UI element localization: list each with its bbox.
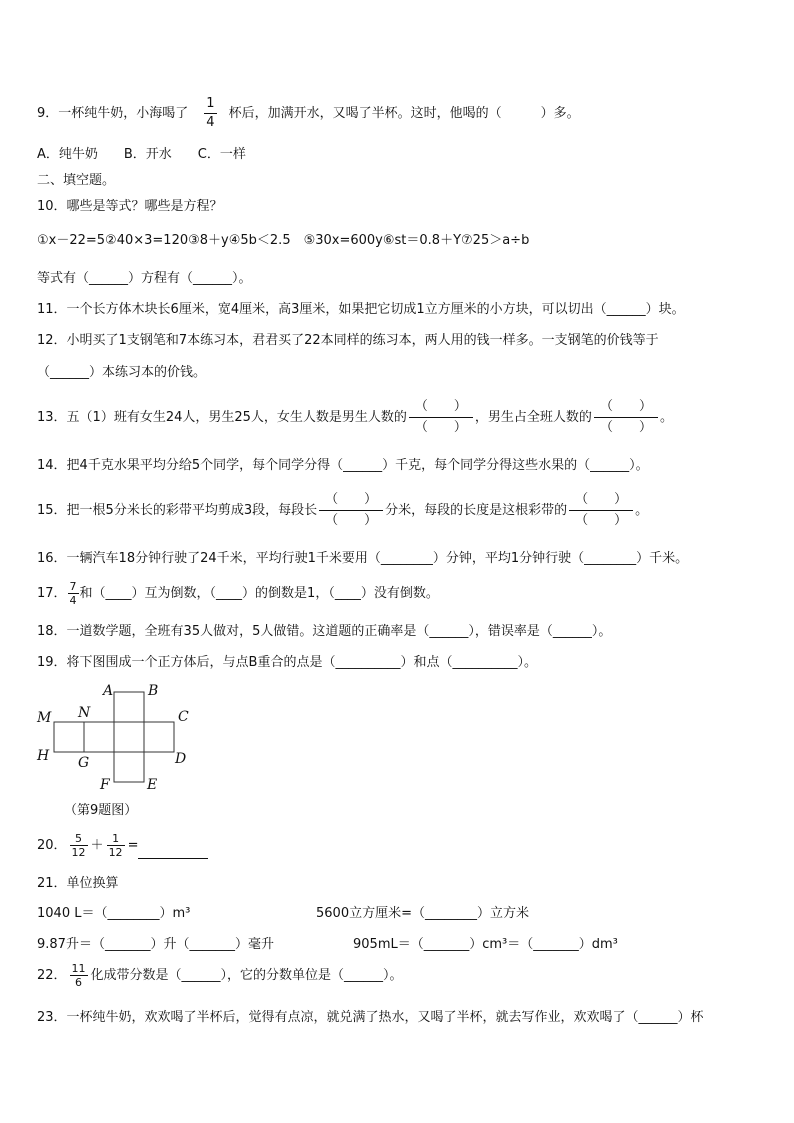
q20-label: 20． <box>37 838 67 853</box>
question-15 <box>37 490 648 531</box>
point-E: E <box>147 777 158 792</box>
question-9 <box>37 95 580 132</box>
q21-item-b: 5600立方厘米=（________）立方米 <box>316 906 529 921</box>
point-A: A <box>103 683 114 699</box>
q13-text-end: 。 <box>659 410 673 425</box>
question-10-answer: 等式有（______）方程有（______）。 <box>37 271 252 286</box>
q22-text: 化成带分数是（______），它的分数单位是（______）。 <box>90 968 403 983</box>
question-22 <box>37 962 403 989</box>
q20-fraction-2: $\frac{1}{12}$ <box>108 832 123 859</box>
point-N: N <box>78 705 91 721</box>
q13-text-pre: 13．五（1）班有女生24人，男生25人，女生人数是男生人数的 <box>37 410 407 425</box>
q20-plus: ＋ <box>90 838 104 853</box>
q9-options: A．纯牛奶 B．开水 C．一样 <box>37 147 246 162</box>
point-D: D <box>175 751 187 767</box>
question-12-line1: 12．小明买了1支钢笔和7本练习本，君君买了22本同样的练习本，两人用的钱一样多。一支钢笔的价钱等于 <box>37 333 659 348</box>
q17-text: 和（____）互为倒数，（____）的倒数是1，（____）没有倒数。 <box>79 586 439 601</box>
point-C: C <box>178 709 189 725</box>
point-B: B <box>148 683 159 699</box>
cube-net-figure <box>32 682 232 792</box>
q15-blank-fraction-2: （ ） （ ） <box>569 490 633 531</box>
q13-text-mid: ，男生占全班人数的 <box>474 410 592 425</box>
net-bottom-square <box>114 752 144 782</box>
q21-item-d: 905mL＝（_______）cm³＝（_______）dm³ <box>353 937 618 952</box>
q20-answer-line <box>138 844 208 859</box>
section-title: 二、填空题。 <box>37 173 116 188</box>
q20-fraction-1: $\frac{5}{12}$ <box>71 832 86 859</box>
q17-label: 17． <box>37 586 67 601</box>
question-10-items: ①x－22=5②40×3=120③8＋y④5b＜2.5 ⑤30x=600y⑥st＝0.8＋Y⑦25＞a÷b <box>37 233 530 248</box>
question-16: 16．一辆汽车18分钟行驶了24千米，平均行驶1千米要用（________）分钟，平均1分钟行驶（________）千米。 <box>37 551 689 566</box>
question-11: 11．一个长方体木块长6厘米，宽4厘米，高3厘米，如果把它切成1立方厘米的小方块，可以切出（______）块。 <box>37 302 685 317</box>
q9-text-post: 杯后，加满开水，又喝了半杯。这时，他喝的（ ）多。 <box>228 106 580 121</box>
q9-text-pre: 9．一杯纯牛奶，小海喝了 <box>37 106 189 121</box>
question-20 <box>37 832 208 859</box>
question-19: 19．将下图围成一个正方体后，与点B重合的点是（__________）和点（__________）。 <box>37 655 537 670</box>
question-23: 23．一杯纯牛奶，欢欢喝了半杯后，觉得有点凉，就兑满了热水，又喝了半杯，就去写作业，欢欢喝了（______）杯 <box>37 1010 704 1025</box>
q15-text-pre: 15．把一根5分米长的彩带平均剪成3段，每段长 <box>37 503 318 518</box>
question-13 <box>37 397 673 438</box>
q21-item-a: 1040 L＝（________）m³ <box>37 906 191 921</box>
q22-fraction: $\frac{11}{6}$ <box>71 962 86 989</box>
point-F: F <box>100 777 110 792</box>
q15-blank-fraction-1: （ ） （ ） <box>319 490 383 531</box>
point-G: G <box>78 755 90 771</box>
question-10-title: 10．哪些是等式？哪些是方程？ <box>37 199 223 214</box>
q17-fraction: $\frac{7}{4}$ <box>69 580 77 607</box>
q15-text-end: 。 <box>635 503 649 518</box>
q13-blank-fraction-2: （ ） （ ） <box>594 397 658 438</box>
question-18: 18．一道数学题，全班有35人做对，5人做错。这道题的正确率是（______），错误率是（______）。 <box>37 624 612 639</box>
figure-caption: （第9题图） <box>64 803 138 818</box>
q22-label: 22． <box>37 968 67 983</box>
q15-text-mid: 分米，每段的长度是这根彩带的 <box>385 503 568 518</box>
q13-blank-fraction-1: （ ） （ ） <box>409 397 473 438</box>
question-14: 14．把4千克水果平均分给5个同学，每个同学分得（______）千克，每个同学分得这些水果的（______）。 <box>37 458 649 473</box>
point-H: H <box>37 748 50 764</box>
question-17 <box>37 580 439 607</box>
q20-equals: = <box>127 838 139 853</box>
question-12-line2: （______）本练习本的价钱。 <box>37 365 207 380</box>
question-21-title: 21．单位换算 <box>37 876 119 891</box>
point-M: M <box>37 710 52 726</box>
q9-fraction: $\frac{1}{4}$ <box>206 96 215 130</box>
net-top-square <box>114 692 144 722</box>
q21-item-c: 9.87升＝（_______）升（_______）毫升 <box>37 937 274 952</box>
